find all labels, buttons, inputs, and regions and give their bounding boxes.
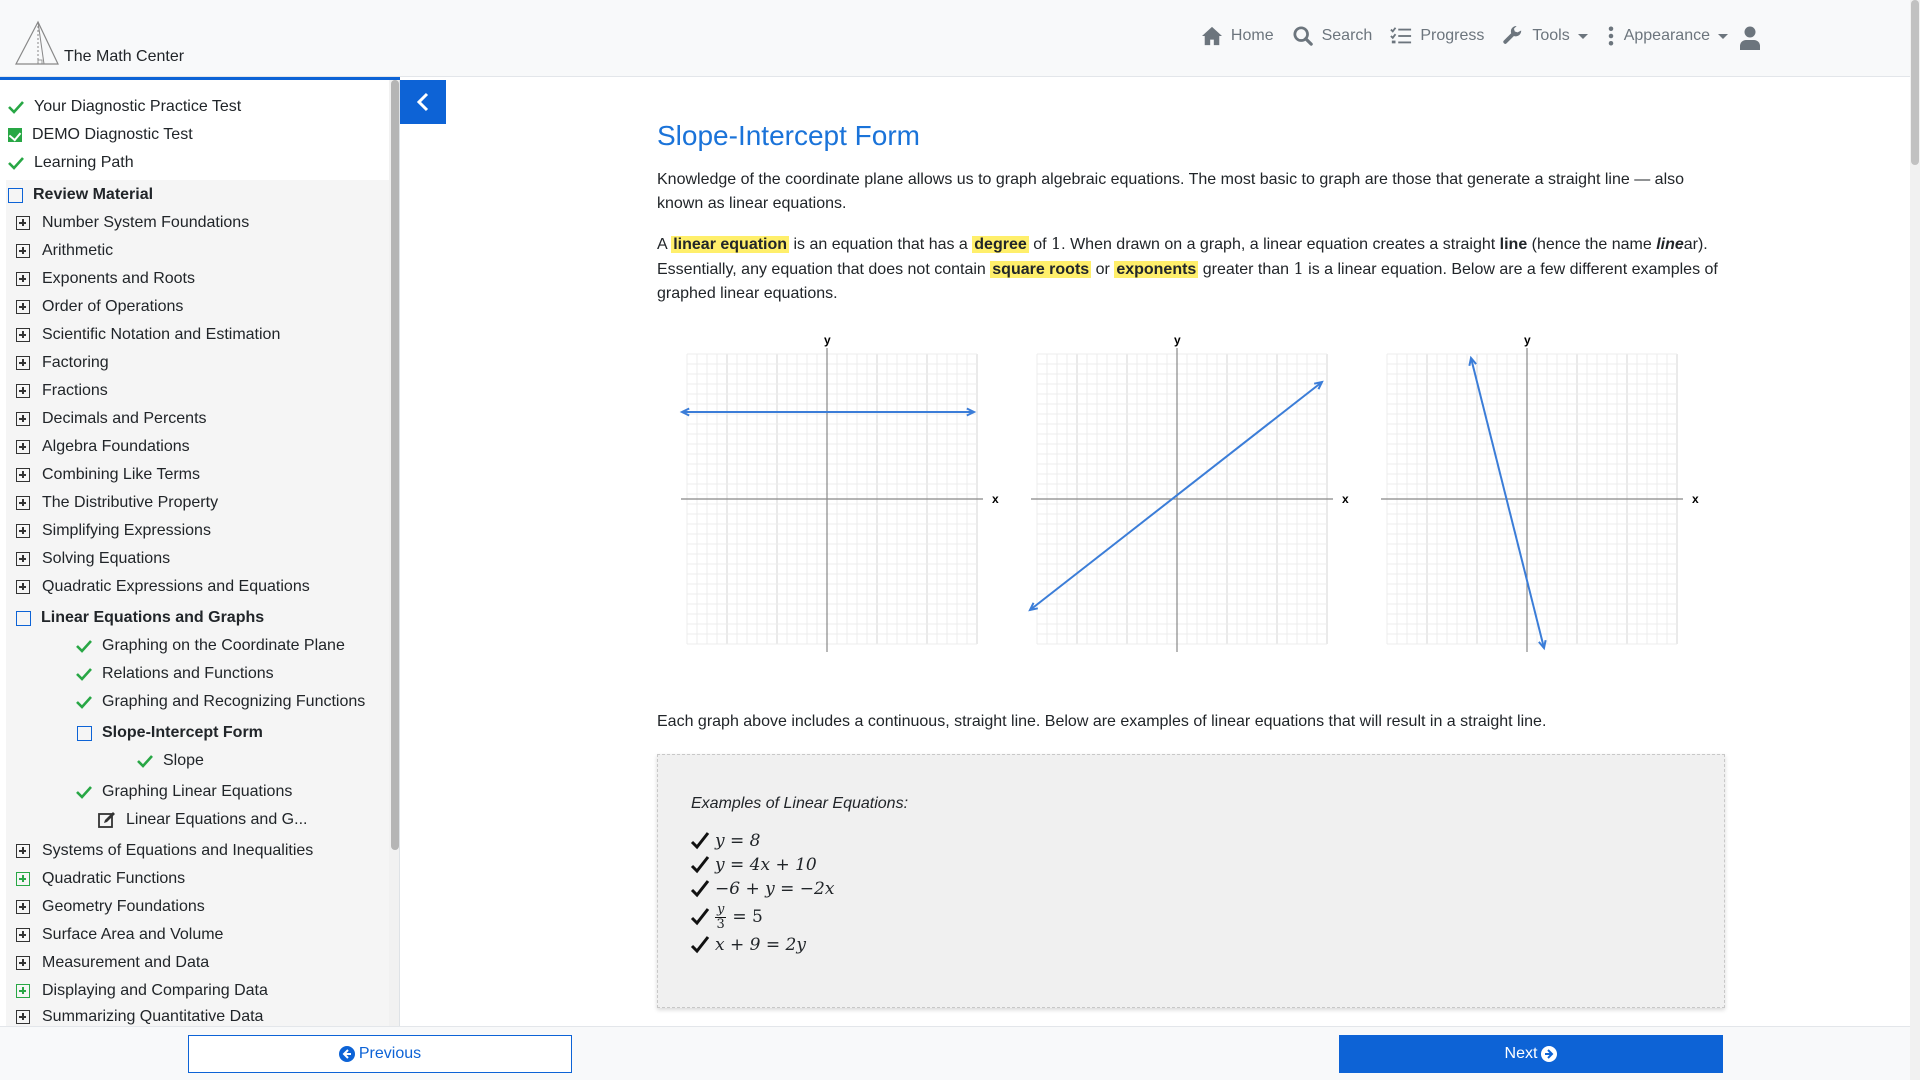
nav-progress-label: Progress [1420,27,1485,44]
fraction-numerator: y [717,901,725,917]
sidebar-item-label: Surface Area and Volume [42,926,224,943]
sidebar-item-label: Linear Equations and Graphs [41,609,265,626]
highlight-square-roots: square roots [992,261,1090,278]
sidebar-item-label: Summarizing Quantitative Data [42,1008,264,1025]
sidebar-item-label: Systems of Equations and Inequalities [42,842,314,859]
nav-tools-label: Tools [1532,27,1570,44]
nav-home[interactable] [1201,26,1274,46]
sidebar-item-label: Number System Foundations [42,214,250,231]
plus-square-icon [16,244,30,258]
sidebar-item-label: Solving Equations [42,550,171,567]
top-navbar [0,0,1910,77]
sidebar-item-label: Simplifying Expressions [42,522,211,539]
example-equation: y = 4x + 10 [715,855,817,875]
sidebar-list [6,80,394,1026]
checked-square-icon [8,128,22,142]
sidebar-item-label: The Distributive Property [42,494,219,511]
arrow-circle-left-icon [339,1046,355,1062]
y-axis-label: y [1174,333,1181,347]
plus-square-icon [16,524,30,538]
square-icon [16,611,31,626]
bold-line: line [1499,236,1528,253]
sidebar-item-label: Scientific Notation and Estimation [42,326,281,343]
collapse-sidebar-button[interactable] [400,80,446,124]
check-icon [691,936,709,954]
sidebar-item-label: Slope-Intercept Form [102,724,263,741]
sidebar-item-exponents[interactable] [16,270,195,288]
sidebar-item-linear-equations-quiz[interactable] [98,811,307,829]
plus-square-icon [16,440,30,454]
sidebar-item-label: Graphing Linear Equations [102,783,293,800]
sidebar-item-label: Algebra Foundations [42,438,190,455]
plus-square-icon [16,300,30,314]
sidebar-item-combining-like-terms[interactable] [16,466,200,484]
sidebar-item-solving-equations[interactable] [16,550,170,568]
nav-appearance[interactable] [1606,26,1728,46]
nav-links [1183,26,1728,46]
example-equation: −6 + y = −2x [715,879,835,899]
text-span: or [1091,261,1115,278]
plus-square-icon [16,552,30,566]
plus-square-icon [16,580,30,594]
graph-negative-slope-line [1367,333,1699,654]
nav-tools[interactable] [1502,26,1587,46]
search-icon [1292,26,1314,46]
tasks-icon [1390,26,1412,46]
sidebar-item-label: Quadratic Expressions and Equations [42,578,310,595]
sidebar-item-label: Graphing and Recognizing Functions [102,693,366,710]
example-item [691,829,834,853]
check-icon [76,695,92,709]
edit-icon [98,811,116,829]
sidebar-item-label: Your Diagnostic Practice Test [34,98,242,115]
sidebar-item-label: Decimals and Percents [42,410,207,427]
plus-square-icon [16,1010,30,1024]
graph-positive-slope-line [1017,333,1349,654]
plus-square-icon [16,468,30,482]
sidebar-item-demo-diagnostic[interactable] [8,126,193,144]
text-span: (hence the name [1527,236,1657,253]
sidebar-item-order-of-operations[interactable] [16,298,183,316]
graph-horizontal-line [667,333,999,654]
check-icon [8,100,24,114]
sidebar-item-decimals[interactable] [16,410,207,428]
text-span: A [657,236,672,253]
example-item [691,853,834,877]
chevron-down-icon [1578,34,1588,39]
example-item [691,877,834,901]
sidebar-item-diagnostic-practice[interactable] [8,98,241,116]
home-icon [1201,26,1223,46]
sidebar-item-label: Combining Like Terms [42,466,200,483]
sidebar-item-label: Geometry Foundations [42,898,205,915]
sidebar-item-summarizing-quantitative-data[interactable] [16,1008,263,1026]
y-axis-label: y [824,333,831,347]
sidebar-item-slope-intercept-form[interactable] [77,724,263,742]
sidebar-item-relations-functions[interactable] [76,665,274,683]
check-icon [137,754,153,768]
sidebar [0,80,400,1026]
square-icon [77,726,92,741]
sidebar-item-arithmetic[interactable] [16,242,113,260]
sidebar-item-distributive-property[interactable] [16,494,218,512]
sidebar-item-scientific-notation[interactable] [16,326,280,344]
check-icon [76,785,92,799]
definition-paragraph [657,232,1725,306]
triangle-logo-icon [14,20,60,68]
user-icon[interactable] [1740,26,1760,50]
plus-square-icon [16,412,30,426]
text-span: is an equation that has a [789,236,973,253]
check-icon [76,667,92,681]
graphs-row [657,334,1725,654]
sidebar-item-label: Measurement and Data [42,954,210,971]
sidebar-item-surface-area-volume[interactable] [16,926,223,944]
examples-list [691,829,834,957]
text-span: . When drawn on a graph, a linear equation creates a straight [1061,236,1500,253]
math-number: 1 [1050,234,1062,253]
check-icon [691,832,709,850]
plus-square-icon [16,844,30,858]
fraction-denominator: 3 [716,916,725,932]
sidebar-item-label: Review Material [33,186,154,203]
plus-square-icon [16,328,30,342]
nav-search[interactable] [1292,26,1373,46]
sidebar-item-label: Slope [163,752,204,769]
sidebar-item-slope[interactable] [137,752,204,770]
sidebar-item-factoring[interactable] [16,354,109,372]
brand[interactable] [14,16,184,68]
sidebar-item-label: Exponents and Roots [42,270,195,287]
chevron-left-icon [416,92,430,112]
sidebar-item-measurement-data[interactable] [16,954,209,972]
highlight-degree: degree [974,236,1027,253]
sidebar-item-label: Displaying and Comparing Data [42,982,268,999]
check-icon [691,880,709,898]
next-button[interactable] [1339,1035,1723,1073]
next-button-label: Next [1504,1045,1538,1062]
sidebar-item-number-system[interactable] [16,214,249,232]
text-span: is a linear equation. Below are a few different examples of graphed linear equations. [657,261,1718,302]
highlight-exponents: exponents [1116,261,1197,278]
page-scrollbar[interactable] [1910,0,1920,1080]
check-icon [691,856,709,874]
sidebar-item-algebra-foundations[interactable] [16,438,190,456]
plotted-line [1030,382,1322,610]
sidebar-item-label: Factoring [42,354,109,371]
nav-home-label: Home [1230,27,1274,44]
plus-square-icon [16,272,30,286]
x-axis-label: x [992,492,999,506]
nav-appearance-label: Appearance [1623,27,1710,44]
sidebar-item-label: Relations and Functions [102,665,274,682]
sidebar-item-linear-equations-graphs[interactable] [16,609,264,627]
plus-square-icon [16,984,30,998]
check-icon [76,639,92,653]
sidebar-item-graphing-recognizing-functions[interactable] [76,693,365,711]
plus-square-icon [16,356,30,370]
sidebar-item-displaying-comparing-data[interactable] [16,982,268,1000]
examples-title: Examples of Linear Equations: [691,795,909,812]
check-icon [691,908,709,926]
bold-italic-line: line [1656,236,1684,253]
sidebar-item-review-material[interactable] [8,186,153,204]
sidebar-item-fractions[interactable] [16,382,108,400]
sidebar-scrollbar-thumb[interactable] [391,80,399,850]
sidebar-item-label: Arithmetic [42,242,114,259]
plus-square-icon [16,900,30,914]
nav-progress[interactable] [1390,26,1484,46]
sidebar-item-label: Quadratic Functions [42,870,186,887]
sidebar-item-quadratic-expressions[interactable] [16,578,310,596]
plus-square-icon [16,872,30,886]
vertical-ellipsis-icon [1606,26,1616,46]
sidebar-item-graphing-coordinate-plane[interactable] [76,637,345,655]
examples-box [657,754,1725,1008]
text-span: of [1028,236,1051,253]
example-equation: y = 8 [715,831,761,851]
sidebar-item-simplifying-expressions[interactable] [16,522,211,540]
arrow-circle-right-icon [1541,1046,1557,1062]
example-equation: x + 9 = 2y [715,935,806,955]
sidebar-item-graphing-linear-equations[interactable] [76,783,292,801]
plus-square-icon [16,928,30,942]
sidebar-item-label: DEMO Diagnostic Test [32,126,193,143]
sidebar-item-label: Fractions [42,382,108,399]
plus-square-icon [16,384,30,398]
chevron-down-icon [1718,34,1728,39]
plus-square-icon [16,956,30,970]
check-icon [8,156,24,170]
previous-button[interactable] [188,1035,572,1073]
graphs-caption: Each graph above includes a continuous, straight line. Below are examples of linear equations that will result in a straight line. [657,713,1547,730]
math-number: 1 [1293,259,1304,278]
x-axis-label: x [1342,492,1349,506]
wrench-icon [1502,26,1524,46]
previous-button-label: Previous [358,1045,422,1062]
brand-name: The Math Center [64,48,185,65]
example-item [691,933,834,957]
plus-square-icon [16,216,30,230]
sidebar-item-label: Graphing on the Coordinate Plane [102,637,345,654]
sidebar-item-quadratic-functions[interactable] [16,870,185,888]
x-axis-label: x [1692,492,1699,506]
main-content [657,120,1725,955]
page-scrollbar-thumb[interactable] [1911,0,1919,165]
square-icon [8,188,23,203]
page-title: Slope-Intercept Form [657,120,920,151]
sidebar-item-geometry-foundations[interactable] [16,898,205,916]
text-span: ar). Essentially, any equation that does not contain [657,236,1708,278]
sidebar-item-learning-path[interactable] [8,154,134,172]
plus-square-icon [16,496,30,510]
sidebar-item-label: Order of Operations [42,298,184,315]
intro-paragraph: Knowledge of the coordinate plane allows us to graph algebraic equations. The most basic to graph are those that generate a straight line — also known as linear equations. [657,171,1685,212]
highlight-linear-equation: linear equation [673,236,788,253]
example-item [691,901,834,933]
y-axis-label: y [1524,333,1531,347]
text-span: greater than [1198,261,1294,278]
sidebar-item-label: Learning Path [34,154,134,171]
nav-search-label: Search [1321,27,1373,44]
sidebar-item-systems-of-equations[interactable] [16,842,313,860]
sidebar-scrollbar[interactable] [389,80,399,1026]
sidebar-item-label: Linear Equations and G... [126,811,308,828]
example-equation: = 5 [732,907,763,927]
fraction [715,903,726,932]
